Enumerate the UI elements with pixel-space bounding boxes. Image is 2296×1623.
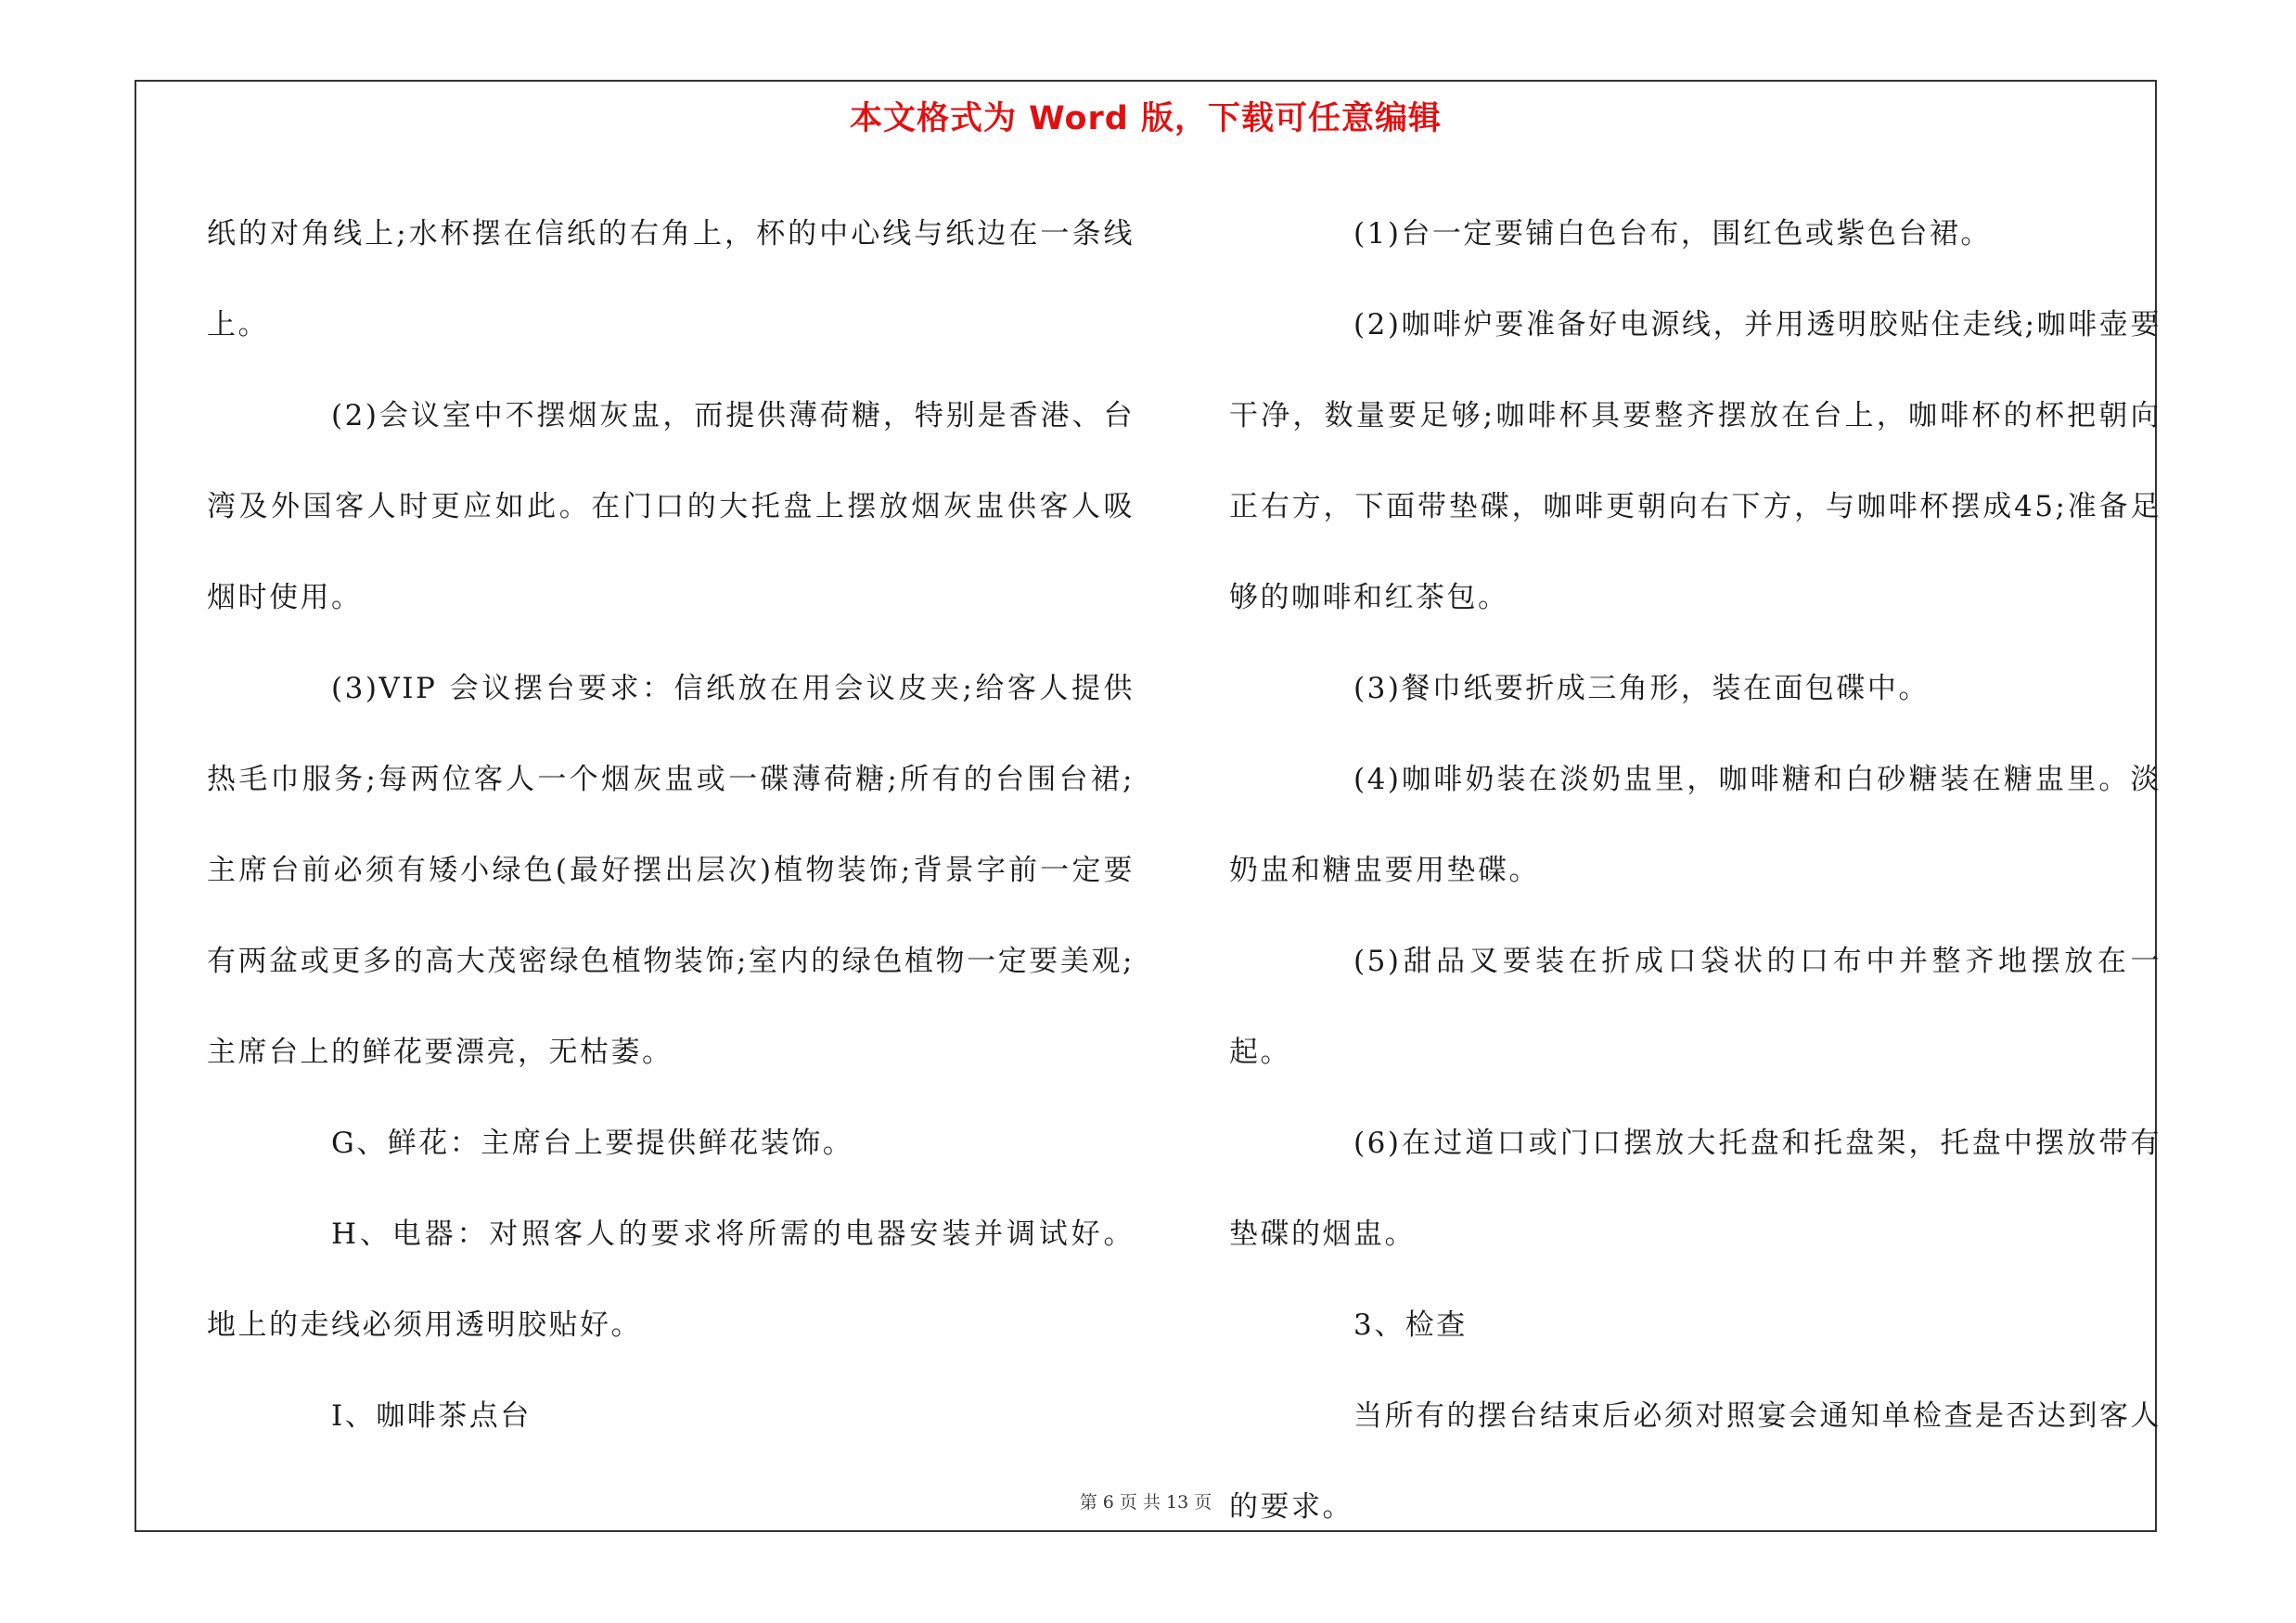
right-paragraph-8: 当所有的摆台结束后必须对照宴会通知单检查是否达到客人的要求。 — [1229, 1399, 2161, 1524]
right-paragraph-2: (2)咖啡炉要准备好电源线，并用透明胶贴住走线;咖啡壶要干净，数量要足够;咖啡杯具要整齐摆放在台上，咖啡杯的杯把朝向正右方，下面带垫碟，咖啡更朝向右下方，与咖啡杯摆成45;准备足够的咖啡和红茶包。 — [1229, 308, 2161, 614]
page-frame — [135, 80, 2161, 1532]
page-footer: 第 6 页 共 13 页 — [1079, 1492, 1212, 1513]
left-paragraph-5: H、电器：对照客人的要求将所需的电器安装并调试好。地上的走线必须用透明胶贴好。 — [207, 1217, 1135, 1342]
right-paragraph-5: (5)甜品叉要装在折成口袋状的口布中并整齐地摆放在一起。 — [1229, 945, 2161, 1069]
left-paragraph-6: I、咖啡茶点台 — [331, 1399, 532, 1433]
right-paragraph-6: (6)在过道口或门口摆放大托盘和托盘架，托盘中摆放带有垫碟的烟盅。 — [1229, 1127, 2161, 1251]
left-paragraph-1: 纸的对角线上;水杯摆在信纸的右角上，杯的中心线与纸边在一条线上。 — [207, 217, 1135, 341]
right-paragraph-4: (4)咖啡奶装在淡奶盅里，咖啡糖和白砂糖装在糖盅里。淡奶盅和糖盅要用垫碟。 — [1229, 763, 2161, 887]
right-column — [1229, 188, 2161, 1552]
page-header-title: 本文格式为 Word 版，下载可任意编辑 — [849, 100, 1443, 137]
left-paragraph-2: (2)会议室中不摆烟灰盅，而提供薄荷糖，特别是香港、台湾及外国客人时更应如此。在门口的大托盘上摆放烟灰盅供客人吸烟时使用。 — [207, 399, 1135, 614]
left-column — [207, 188, 1135, 1462]
right-paragraph-3: (3)餐巾纸要折成三角形，装在面包碟中。 — [1353, 672, 1930, 705]
right-paragraph-7: 3、检查 — [1353, 1308, 1468, 1342]
left-paragraph-3: (3)VIP 会议摆台要求：信纸放在用会议皮夹;给客人提供热毛巾服务;每两位客人一个烟灰盅或一碟薄荷糖;所有的台围台裙;主席台前必须有矮小绿色(最好摆出层次)植物装饰;背景字前一定要有两盆或更多的高大茂密绿色植物装饰;室内的绿色植物一定要美观;主席台上的鲜花要漂亮，无枯萎。 — [207, 672, 1135, 1069]
right-paragraph-1: (1)台一定要铺白色台布，围红色或紫色台裙。 — [1353, 217, 1992, 251]
left-paragraph-4: G、鲜花：主席台上要提供鲜花装饰。 — [331, 1127, 854, 1160]
